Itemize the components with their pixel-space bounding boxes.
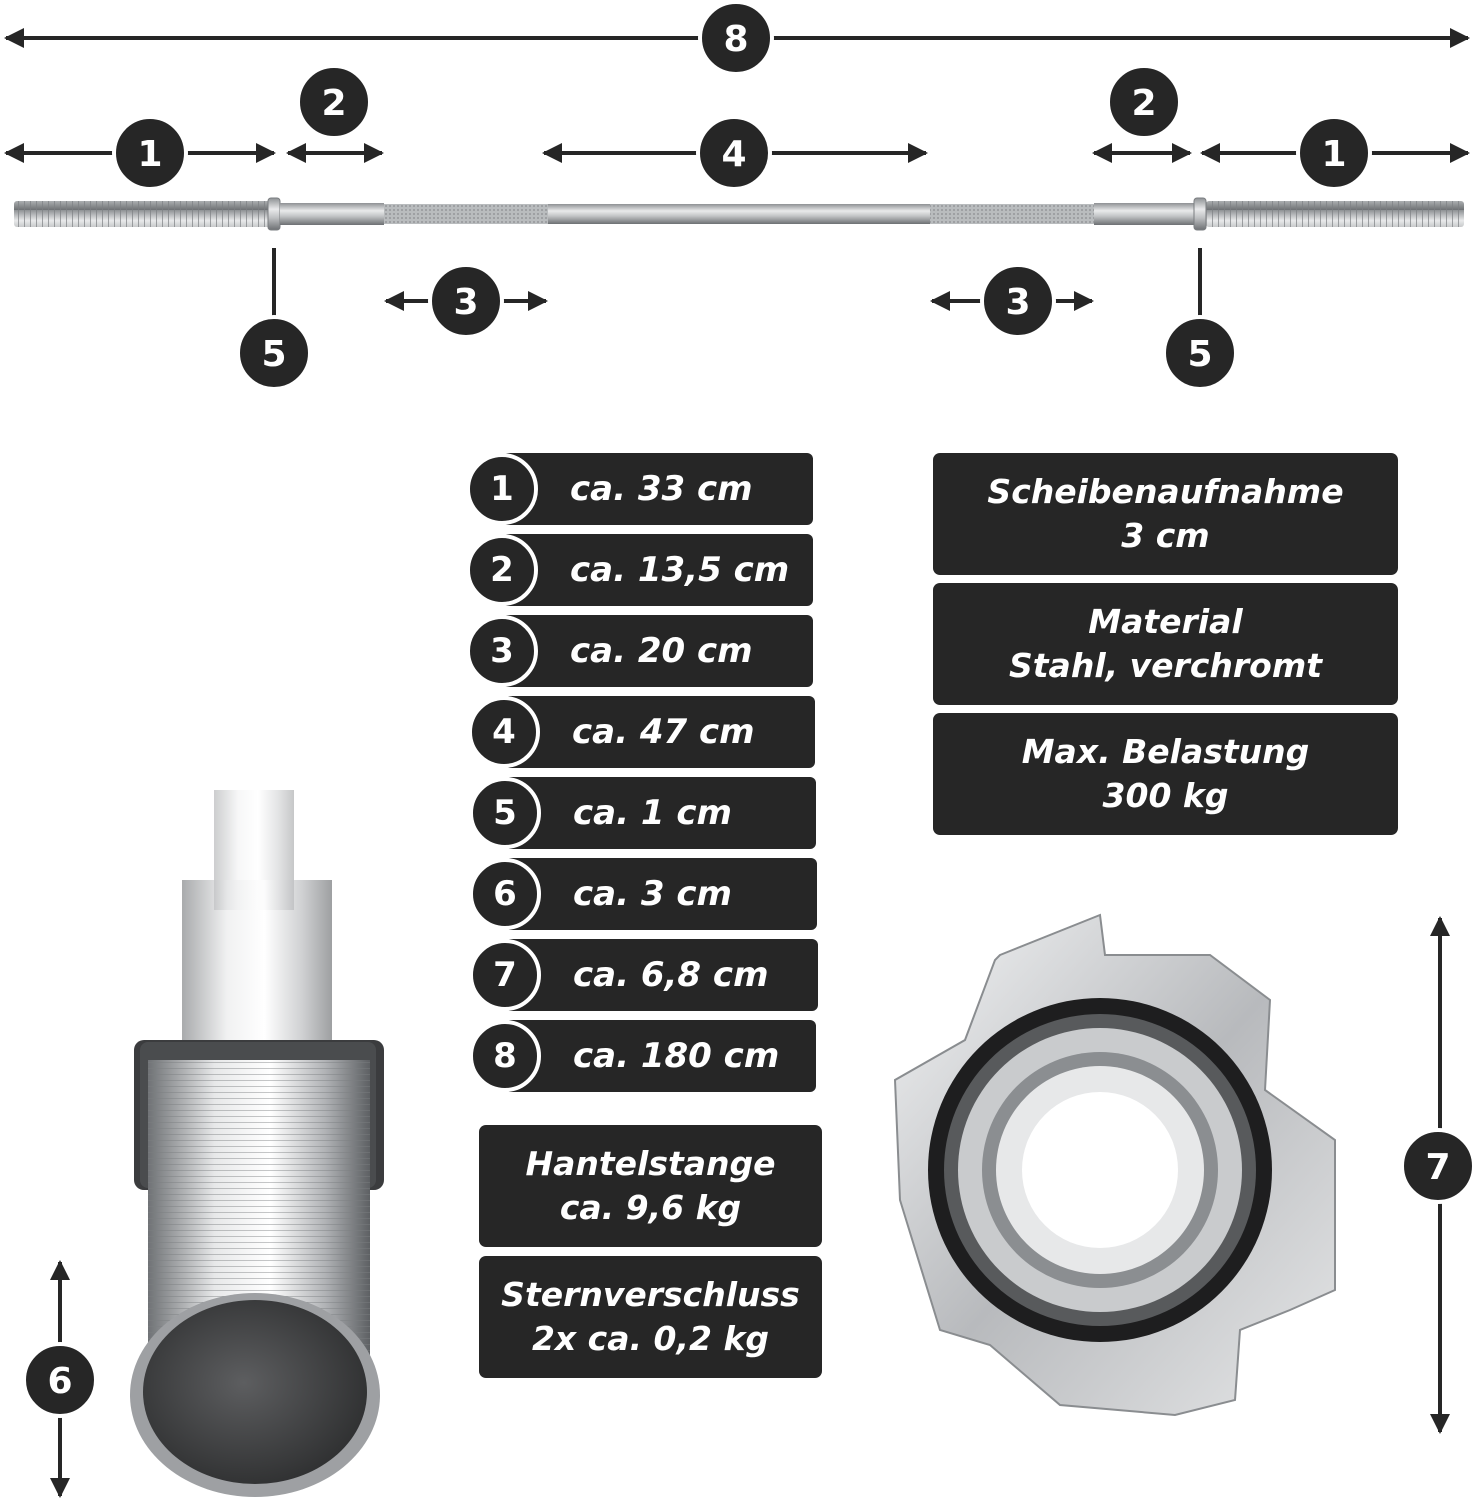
- spec-value: ca. 1 cm: [505, 777, 816, 849]
- plate-mount-title: Scheibenaufnahme: [987, 472, 1344, 511]
- max-load-title: Max. Belastung: [1021, 732, 1310, 771]
- material-value: Stahl, verchromt: [1009, 646, 1322, 685]
- spec-number: 6: [469, 858, 541, 930]
- spec-value: ca. 3 cm: [505, 858, 817, 930]
- svg-text:3: 3: [453, 282, 479, 323]
- svg-text:2: 2: [1131, 83, 1157, 124]
- collar-weight-value: 2x ca. 0,2 kg: [531, 1319, 770, 1358]
- spec-number: 3: [466, 615, 538, 687]
- spec-number: 5: [469, 777, 541, 849]
- material-title: Material: [1088, 602, 1243, 641]
- spec-value: ca. 180 cm: [505, 1020, 816, 1092]
- max-load-box: [933, 713, 1398, 835]
- spec-value: ca. 33 cm: [502, 453, 813, 525]
- svg-text:2: 2: [321, 83, 347, 124]
- plate-mount-box: [933, 453, 1398, 575]
- collar-weight-box: [479, 1256, 822, 1378]
- bar-weight-title: Hantelstange: [525, 1144, 776, 1183]
- svg-text:3: 3: [1005, 282, 1031, 323]
- bar-end-image: [130, 790, 384, 1497]
- spec-number: 2: [466, 534, 538, 606]
- spec-value: ca. 13,5 cm: [502, 534, 813, 606]
- spec-value: ca. 20 cm: [502, 615, 813, 687]
- collar-weight-title: Sternverschluss: [501, 1275, 800, 1314]
- svg-text:7: 7: [1425, 1147, 1451, 1188]
- plate-mount-value: 3 cm: [1121, 516, 1210, 555]
- spec-number: 1: [466, 453, 538, 525]
- max-load-value: 300 kg: [1102, 776, 1229, 815]
- spec-number: 4: [468, 696, 540, 768]
- spec-value: ca. 47 cm: [504, 696, 815, 768]
- svg-text:5: 5: [1187, 334, 1213, 375]
- svg-text:1: 1: [137, 134, 163, 175]
- bar-weight-box: [479, 1125, 822, 1247]
- svg-text:4: 4: [721, 134, 747, 175]
- svg-text:6: 6: [47, 1361, 73, 1402]
- barbell-image: [14, 198, 1464, 230]
- spec-value: ca. 6,8 cm: [505, 939, 818, 1011]
- svg-text:1: 1: [1321, 134, 1347, 175]
- svg-text:5: 5: [261, 334, 287, 375]
- bar-weight-value: ca. 9,6 kg: [559, 1188, 742, 1227]
- svg-text:8: 8: [723, 19, 749, 60]
- spec-number: 8: [469, 1020, 541, 1092]
- material-box: [933, 583, 1398, 705]
- spec-number: 7: [469, 939, 541, 1011]
- star-collar-image: [895, 915, 1335, 1415]
